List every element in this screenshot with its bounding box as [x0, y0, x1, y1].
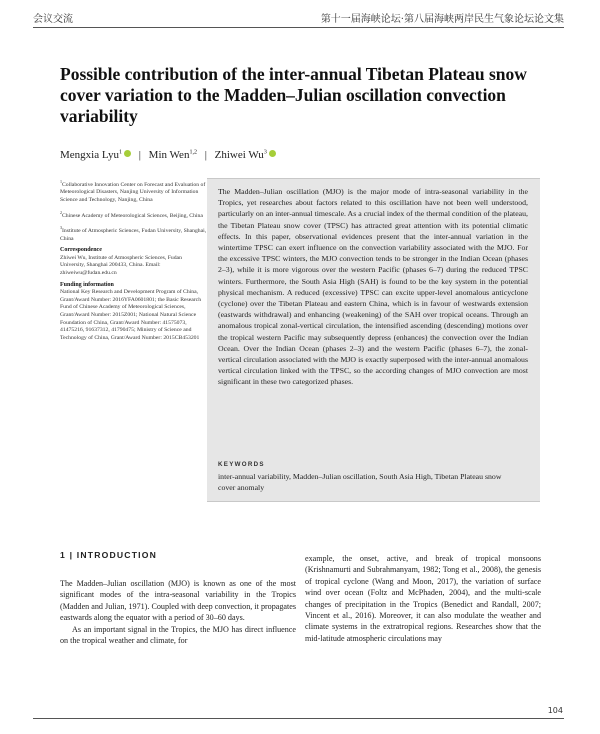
- body-column-right: [305, 553, 541, 644]
- page-number: 104: [547, 706, 563, 715]
- section-heading-introduction: 1 | INTRODUCTION: [60, 550, 158, 560]
- author-affiliation-mark: 1,2: [189, 149, 197, 156]
- author-affiliation-mark: 1: [118, 149, 122, 156]
- body-paragraph: example, the onset, active, and break of tropical monsoons (Krishnamurti and Subrahmanyam, 1982; Tong et al., 2008), the genesis of tropical cyclone (Wang and Moon, 2017), the variation of surface wind over ocean (Foltz and McPhaden, 2004), and the multi-scale changes of precipitation in the Tropics (Benedict and Randall, 2007; Vincent et al., 2016). Moreover, it can also modulate the weather and climate systems in the extratropical regions. Researches show that the mid-latitude atmospheric circulations may: [305, 554, 541, 643]
- correspondence-text: Zhiwei Wu, Institute of Atmospheric Sciences, Fudan University, Shanghai 200433, China. Email: zhiweiwu@fudan.edu.cn: [60, 254, 182, 277]
- footer-divider: [33, 718, 564, 719]
- abstract-text: The Madden–Julian oscillation (MJO) is the major mode of intra-seasonal variability in the Tropics, yet researches about factors related to this oscillation have not been well understood, particularly on an inter-annual timescale. As a crucial index of the thermal condition of the plateau, the Tibetan Plateau snow cover (TPSC) has attracted great attention with its potential climatic effects. In this paper, observational evidences present that the inter-annual variation in the wintertime TPSC can exert influence on the convection variability associated with the MJO. For the excessive TPSC winters, the MJO convection tends to be stronger in the Indian Ocean (phases 2–3), while it is more vigorous over the western Pacific (phases 6–7) during the reduced TPSC winters. Furthermore, the South Asia High (SAH) is found to be the key system in the potential physical mechanism. A reduced (excessive) TPSC can excite upper-level anomalous anticyclone (cyclone) over the Tibetan Plateau and eastern China, which is in favour of westwards extension (eastwards withdrawal) and enhancing (weakening) of the SAH over tropical oceans. Through an anomalous tropical zonal-vertical circulation, the intensified ascending (descending) motions over the tropical western Pacific may subsequently depress (enhances) the convection over the Indian Ocean. Over the Indian Ocean (phases 2–3) and the western Pacific (phases 6–7), the zonal-vertical circulation associated with the MJO is exactly superposed with the inter-annual anomalous vertical circulation linked with the TPSC, so the according changes of MJO convection are most significant in these two categorized phases.: [218, 187, 528, 387]
- keywords-text: inter-annual variability, Madden–Julian oscillation, South Asia High, Tibetan Plateau snow cover anomaly: [218, 472, 502, 493]
- body-paragraph: The Madden–Julian oscillation (MJO) is known as one of the most significant modes of the intra-seasonal variability in the Tropics (Madden and Julian, 1971). Coupled with deep convection, it propagates eastwards along the equator with a period of 30–60 days.: [60, 579, 296, 623]
- affiliation-text: Chinese Academy of Meteorological Sciences, Beijing, China: [62, 212, 203, 219]
- affiliation: [60, 178, 208, 205]
- running-header-right: 第十一届海峡论坛·第八届海峡两岸民生气象论坛论文集: [320, 14, 564, 25]
- orcid-icon[interactable]: [269, 150, 276, 157]
- author-name: Zhiwei Wu: [214, 149, 264, 161]
- author-line: [60, 149, 276, 161]
- running-header-left: 会议交流: [33, 14, 73, 25]
- author-affiliation-mark: 3: [263, 149, 267, 156]
- author-name: Min Wen: [148, 149, 190, 161]
- affiliation-mark: 1: [60, 179, 62, 184]
- affiliation: [60, 224, 208, 243]
- body-column-left: [60, 578, 296, 646]
- affiliation: [60, 209, 208, 220]
- affiliation-mark: 2: [60, 209, 62, 215]
- header-divider: [33, 27, 564, 28]
- paper-title: Possible contribution of the inter-annual Tibetan Plateau snow cover variation to the Madden–Julian oscillation convection variability: [60, 64, 527, 126]
- affiliation-text: Collaborative Innovation Center on Forecast and Evaluation of Meteorological Disasters, Nanjing University of Information Science and Technology, Nanjing, China: [60, 181, 206, 204]
- funding-heading: Funding information: [60, 281, 114, 288]
- keywords-heading: KEYWORDS: [218, 461, 265, 468]
- author-separator: |: [204, 149, 207, 161]
- author-separator: |: [138, 149, 141, 161]
- body-paragraph: As an important signal in the Tropics, the MJO has direct influence on the tropical weather and climate, for: [60, 624, 296, 646]
- correspondence-heading: Correspondence: [60, 247, 102, 254]
- affiliation-text: Institute of Atmospheric Sciences, Fudan University, Shanghai, China: [60, 228, 207, 242]
- author-name: Mengxia Lyu: [60, 149, 119, 161]
- funding-text: National Key Research and Development Program of China, Grant/Award Number: 2016YFA0601801; the Basic Research Fund of Chinese Academy of Meteorological Sciences, Grant/Award Number: 2015Z001; National Natural Science Foundation of China, Grant/Award Number: 41575073, 41475216, 91637312, 41790475; Ministry of Science and Technology of China, Grant/Award Number: 2015CB453201: [60, 289, 202, 341]
- abstract-box: [207, 178, 540, 502]
- article-sidebar: [60, 178, 208, 346]
- orcid-icon[interactable]: [124, 150, 131, 157]
- affiliation-mark: 3: [60, 225, 62, 231]
